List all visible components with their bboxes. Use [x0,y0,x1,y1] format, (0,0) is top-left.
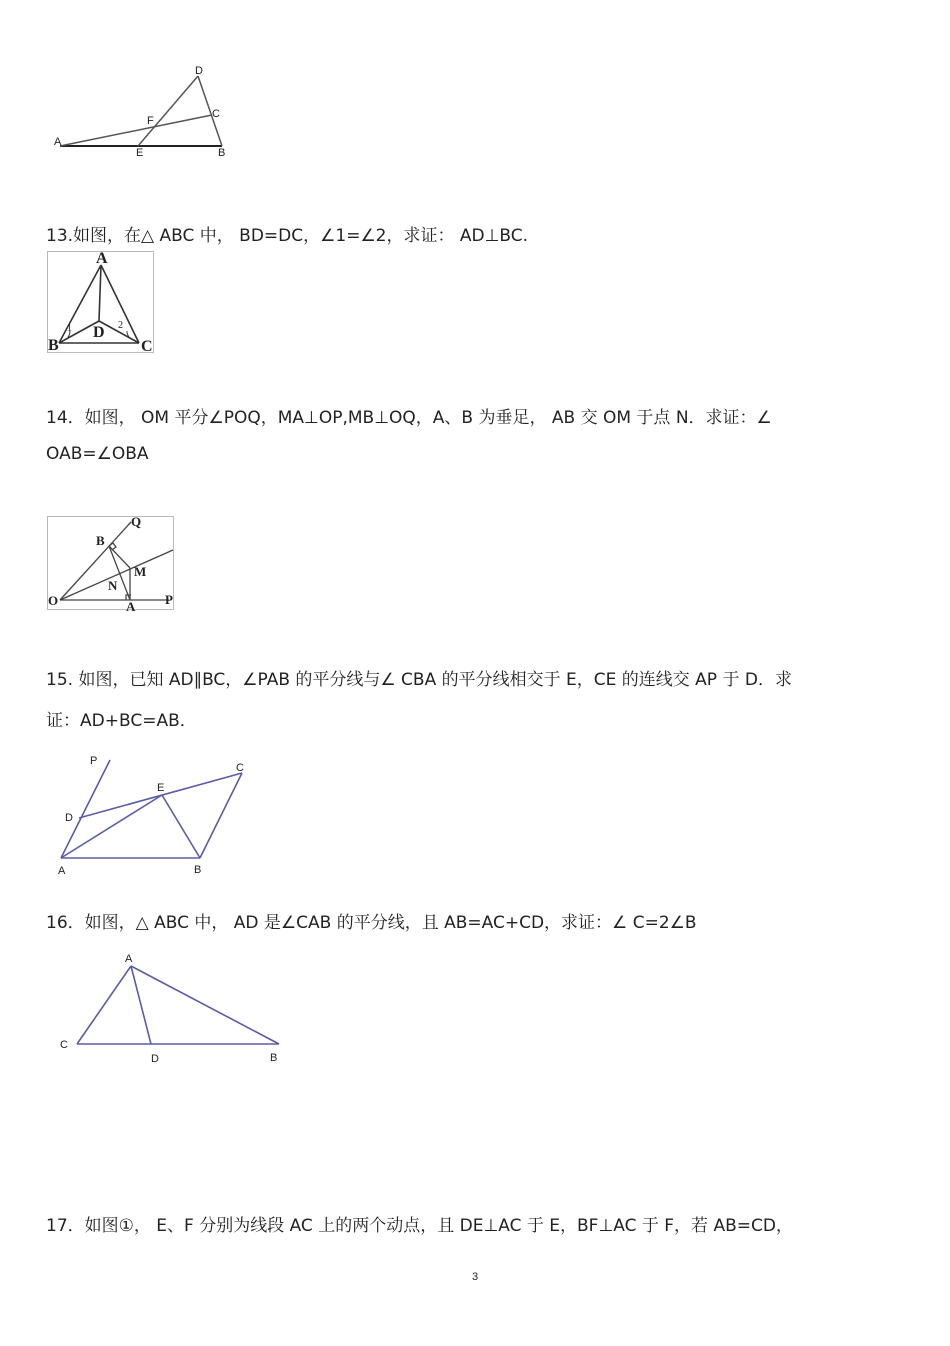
label-E: E [136,147,144,159]
page-number: 3 [471,1271,479,1283]
question-15-line-2: 证：AD+BC=AB． [46,711,197,731]
label-A: A [126,599,136,614]
label-D: D [93,324,105,341]
question-14-line-2: OAB=∠OBA [46,444,149,464]
label-C: C [212,108,220,120]
question-17-text: 17．如图①， E、F 分别为线段 AC 上的两个动点，且 DE⊥AC 于 E，BF⊥AC 于 F，若 AB=CD， [46,1216,793,1236]
label-B: B [218,147,226,159]
label-D: D [195,65,203,77]
label-B: B [96,533,105,548]
label-F: F [147,115,154,127]
figure-q15 [50,750,260,880]
label-A: A [54,136,62,148]
label-angle-1: 1 [67,323,72,334]
label-A: A [58,865,66,877]
label-O: O [48,593,59,608]
label-A: A [96,250,108,267]
question-15-line-1: 15. 如图，已知 AD∥BC，∠PAB 的平分线与∠ CBA 的平分线相交于 E，CE 的连线交 AP 于 D．求 [46,670,792,690]
label-angle-2: 2 [118,320,123,331]
label-E: E [157,782,165,794]
question-16-text: 16．如图，△ ABC 中， AD 是∠CAB 的平分线，且 AB=AC+CD，求证：∠ C=2∠B [46,913,697,933]
figure-q16 [55,948,287,1068]
figure-top-triangle [50,60,250,165]
label-B: B [48,337,59,354]
label-C: C [60,1039,68,1051]
question-14-line-1: 14．如图， OM 平分∠POQ，MA⊥OP,MB⊥OQ，A、B 为垂足， AB 交 OM 于点 N．求证：∠ [46,408,772,428]
label-N: N [108,578,118,593]
figure-q13 [47,251,155,355]
label-P: P [165,592,173,607]
label-D: D [151,1053,159,1065]
label-M: M [134,564,147,579]
label-Q: Q [131,514,142,529]
label-B: B [194,864,202,876]
question-13-text: 13.如图，在△ ABC 中， BD=DC，∠1=∠2，求证： AD⊥BC. [46,226,529,246]
label-B: B [270,1052,278,1064]
label-A: A [125,953,133,965]
label-C: C [236,762,244,774]
label-P: P [90,755,98,767]
label-C: C [141,338,153,355]
figure-q14 [47,516,175,612]
label-D: D [65,812,73,824]
